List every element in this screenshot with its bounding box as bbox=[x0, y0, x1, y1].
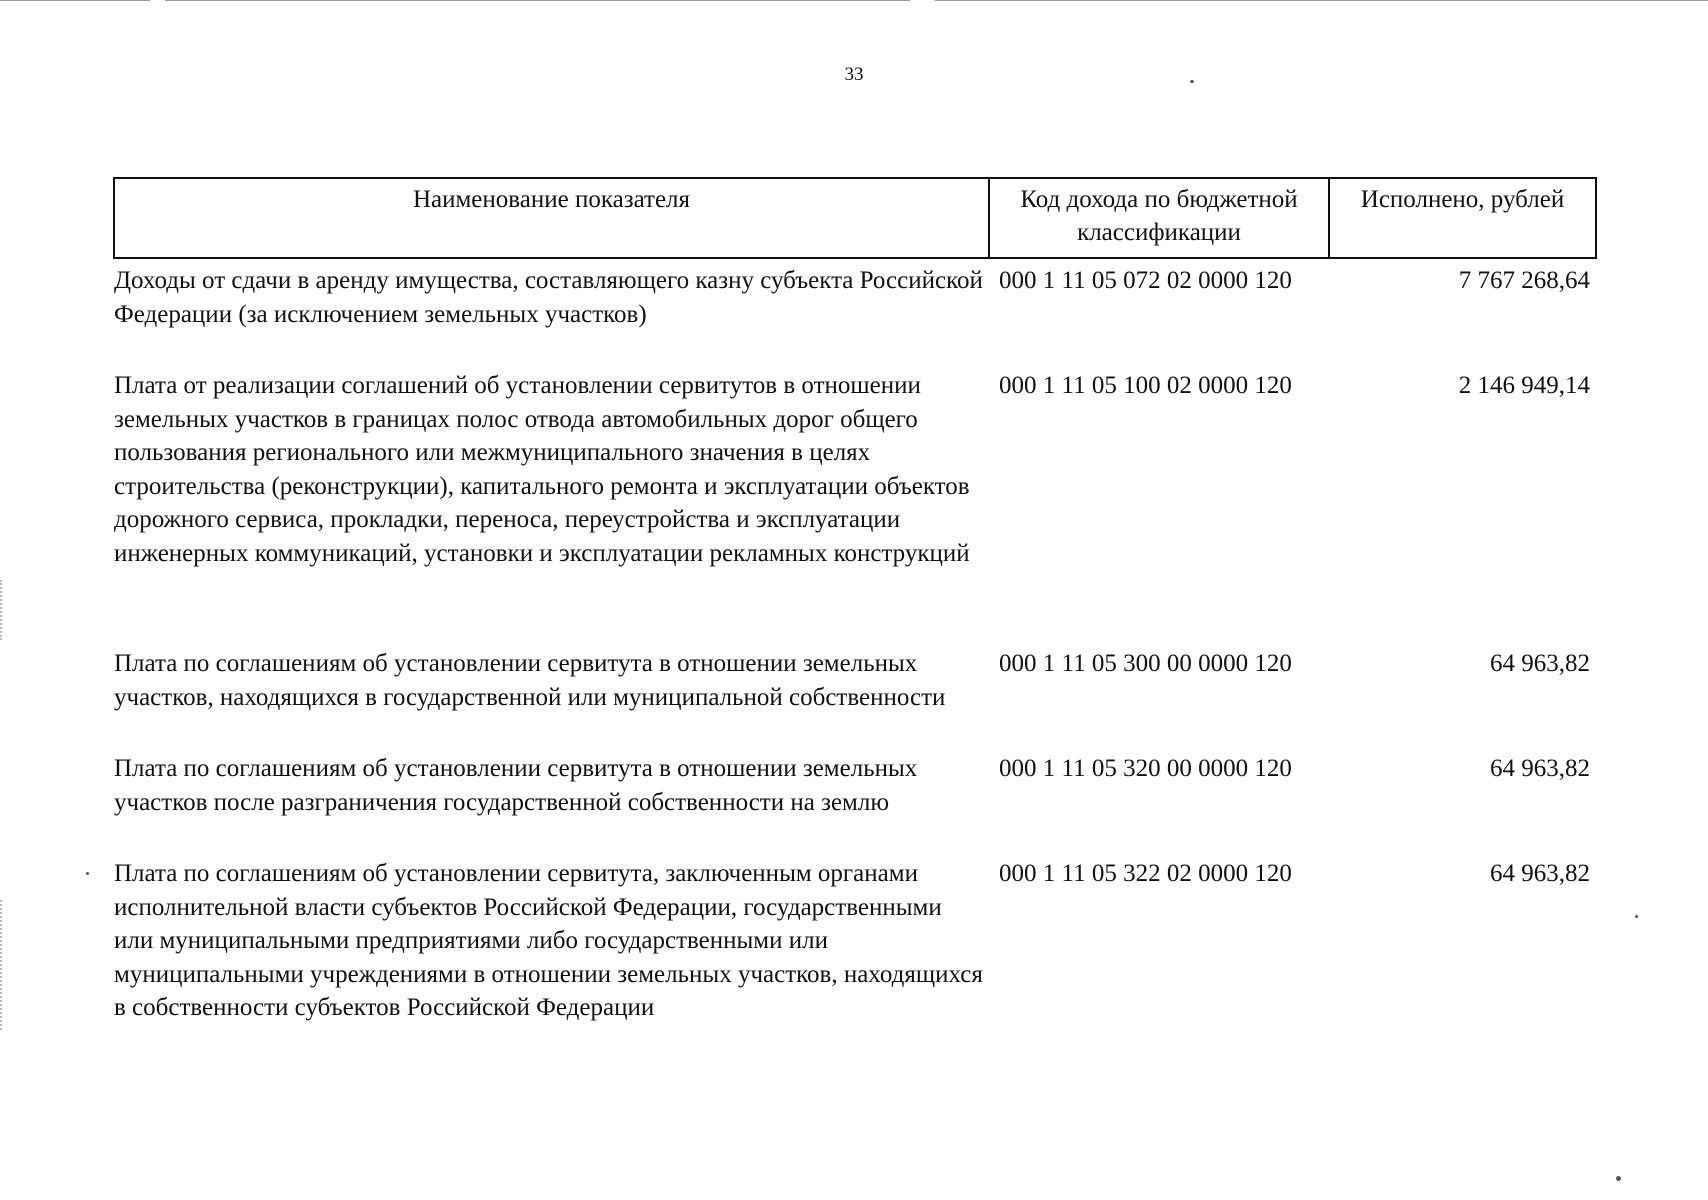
page-number: 33 bbox=[844, 64, 864, 85]
amount-cell: 64 963,82 bbox=[1490, 650, 1590, 677]
scan-speck bbox=[1635, 915, 1638, 918]
revenue-code-cell: 000 1 11 05 072 02 0000 120 bbox=[999, 267, 1292, 294]
revenue-code-cell: 000 1 11 05 100 02 0000 120 bbox=[999, 372, 1292, 399]
scan-top-rule bbox=[0, 0, 150, 1]
scan-speck bbox=[1190, 80, 1194, 83]
revenue-code-cell: 000 1 11 05 322 02 0000 120 bbox=[999, 860, 1292, 887]
amount-cell: 64 963,82 bbox=[1490, 755, 1590, 782]
scan-edge-noise bbox=[0, 900, 8, 1030]
scan-top-rule bbox=[935, 0, 1708, 1]
indicator-name-cell: Плата по соглашениям об установлении сервитута в отношении земельных участков, находящихся в государственной или муниципальной собственности bbox=[114, 650, 946, 711]
table-body bbox=[114, 258, 1596, 1057]
table-row bbox=[114, 258, 1596, 369]
amount-cell: 2 146 949,14 bbox=[1458, 372, 1590, 399]
revenue-table-container bbox=[113, 177, 1595, 1057]
header-executed-amount: Исполнено, рублей bbox=[1329, 178, 1596, 258]
revenue-code-cell: 000 1 11 05 320 00 0000 120 bbox=[999, 755, 1292, 782]
scan-top-rule bbox=[165, 0, 910, 1]
revenue-code-cell: 000 1 11 05 300 00 0000 120 bbox=[999, 650, 1292, 677]
table-row bbox=[114, 857, 1596, 1057]
amount-cell: 64 963,82 bbox=[1490, 860, 1590, 887]
header-revenue-code: Код дохода по бюджетной классификации bbox=[989, 178, 1329, 258]
indicator-name-cell: Плата по соглашениям об установлении сервитута, заключенным органами исполнительной власти субъектов Российской Федерации, государственными или муниципальными предприятиями либо государственными или муниципальными учреждениями в отношении земельных участков, находящихся в собственности субъектов Российской Федерации bbox=[114, 860, 983, 1021]
table-row bbox=[114, 752, 1596, 857]
scan-speck bbox=[86, 872, 89, 875]
header-row bbox=[114, 178, 1596, 258]
amount-cell: 7 767 268,64 bbox=[1458, 267, 1590, 294]
revenue-table bbox=[113, 177, 1597, 1057]
scan-edge-noise bbox=[0, 580, 8, 640]
indicator-name-cell: Плата от реализации соглашений об установлении сервитутов в отношении земельных участков в границах полос отвода автомобильных дорог общего пользования регионального или межмуниципального значения в целях строительства (реконструкции), капитального ремонта и эксплуатации объектов дорожного сервиса, прокладки, переноса, переустройства и эксплуатации инженерных коммуникаций, установки и эксплуатации рекламных конструкций bbox=[114, 372, 970, 567]
table-header bbox=[114, 178, 1596, 258]
indicator-name-cell: Плата по соглашениям об установлении сервитута в отношении земельных участков после разграничения государственной собственности на землю bbox=[114, 755, 918, 816]
scan-speck bbox=[1616, 1176, 1621, 1181]
table-row bbox=[114, 647, 1596, 752]
header-indicator-name: Наименование показателя bbox=[114, 178, 989, 258]
table-row bbox=[114, 369, 1596, 647]
indicator-name-cell: Доходы от сдачи в аренду имущества, составляющего казну субъекта Российской Федерации (за исключением земельных участков) bbox=[114, 267, 983, 328]
